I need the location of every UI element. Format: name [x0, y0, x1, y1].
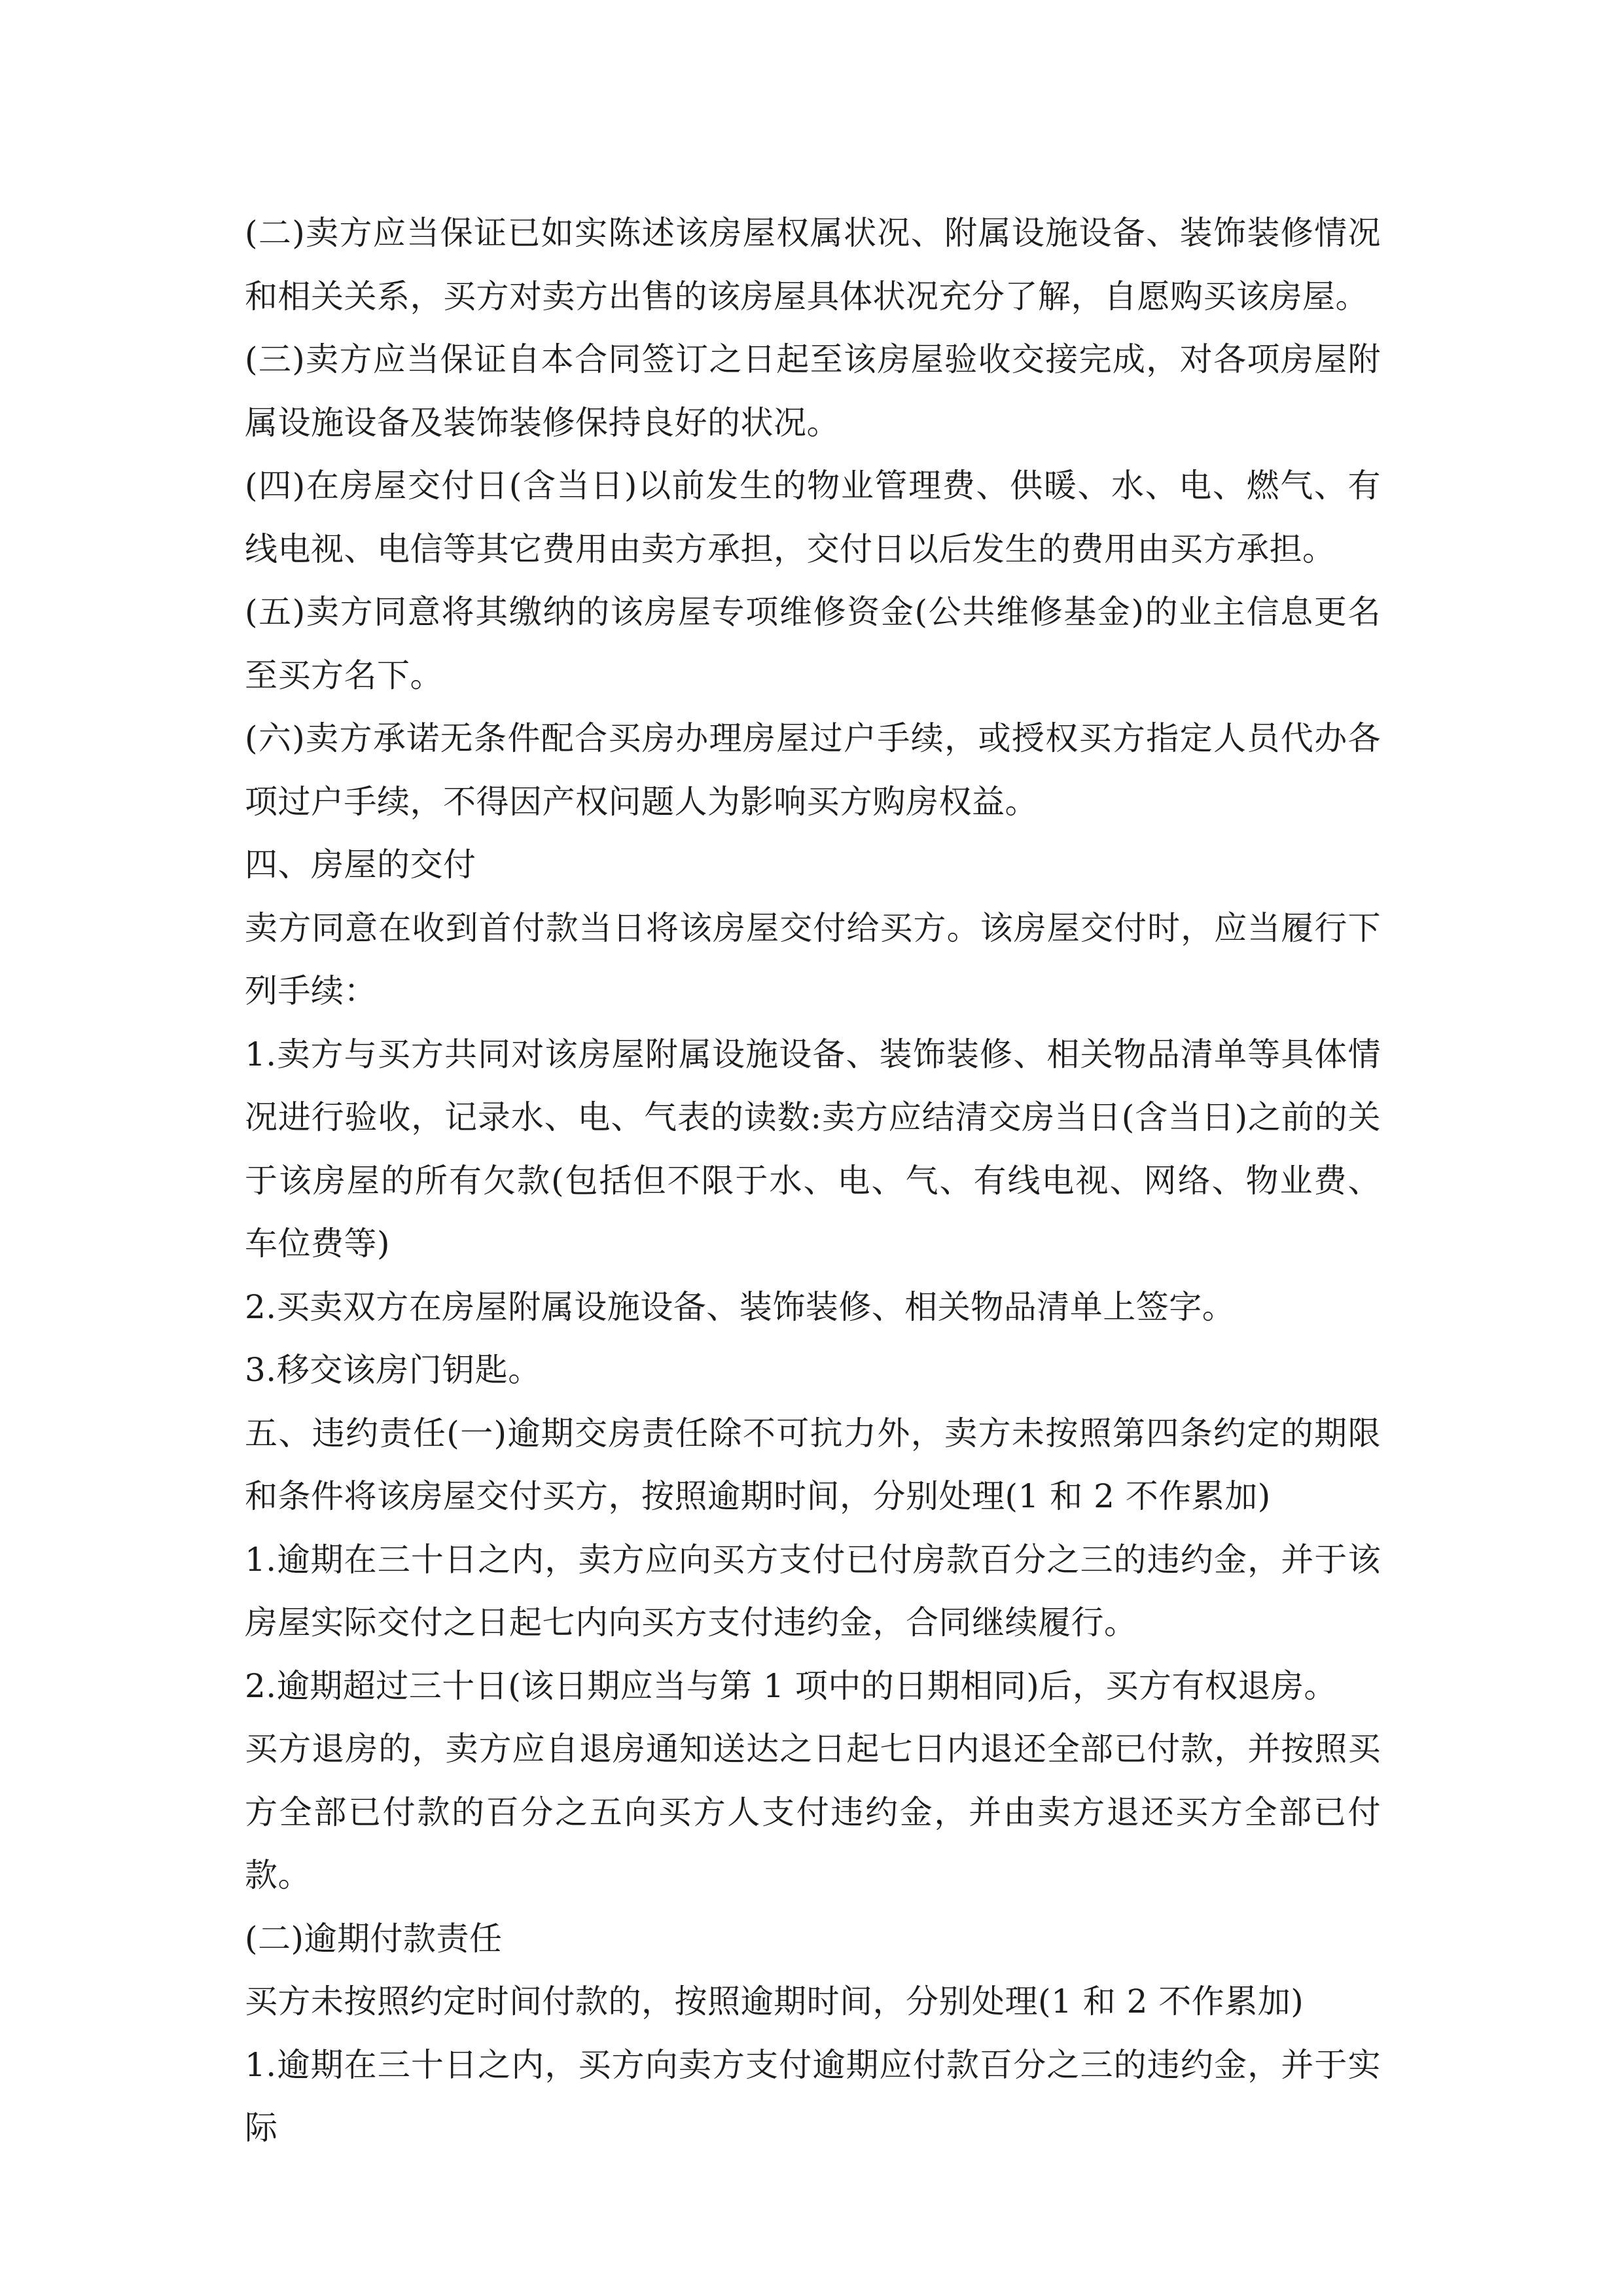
- late-payment-intro: 买方未按照约定时间付款的，按照逾期时间，分别处理(1 和 2 不作累加): [245, 1982, 1304, 2020]
- clause-fees-before-delivery: (四)在房屋交付日(含当日)以前发生的物业管理费、供暖、水、电、燃气、有线电视、电信等其它费用由卖方承担，交付日以后发生的费用由买方承担。: [245, 467, 1381, 568]
- delivery-intro: 卖方同意在收到首付款当日将该房屋交付给买方。该房屋交付时，应当履行下列手续：: [245, 908, 1381, 1010]
- delivery-step-3: 3.移交该房门钥匙。: [245, 1351, 541, 1389]
- late-delivery-item-2: 2.逾期超过三十日(该日期应当与第 1 项中的日期相同)后，买方有权退房。: [245, 1666, 1337, 1705]
- section-heading-liability: 五、违约责任(一)逾期交房责任除不可抗力外，卖方未按照第四条约定的期限和条件将该房屋交付买方，按照逾期时间，分别处理(1 和 2 不作累加): [245, 1414, 1381, 1515]
- delivery-step-2: 2.买卖双方在房屋附属设施设备、装饰装修、相关物品清单上签字。: [245, 1287, 1236, 1326]
- clause-maintenance-fund-transfer: (五)卖方同意将其缴纳的该房屋专项维修资金(公共维修基金)的业主信息更名至买方名下。: [245, 593, 1381, 694]
- subheading-late-payment: (二)逾期付款责任: [245, 1919, 503, 1958]
- clause-seller-guarantee-disclosure: (二)卖方应当保证已如实陈述该房屋权属状况、附属设施设备、装饰装修情况和相关关系，买方对卖方出售的该房屋具体状况充分了解，自愿购买该房屋。: [245, 214, 1381, 315]
- section-heading-delivery: 四、房屋的交付: [245, 846, 476, 884]
- late-payment-item-1: 1.逾期在三十日之内，买方向卖方支付逾期应付款百分之三的违约金，并于实际: [245, 2045, 1381, 2147]
- delivery-step-1: 1.卖方与买方共同对该房屋附属设施设备、装饰装修、相关物品清单等具体情况进行验收，记录水、电、气表的读数:卖方应结清交房当日(含当日)之前的关于该房屋的所有欠款(包括但不限于水、电、气、有线电视、网络、物业费、车位费等): [245, 1035, 1381, 1263]
- late-delivery-item-1: 1.逾期在三十日之内，卖方应向买方支付已付房款百分之三的违约金，并于该房屋实际交付之日起七内向买方支付违约金，合同继续履行。: [245, 1540, 1381, 1641]
- clause-transfer-cooperation: (六)卖方承诺无条件配合买房办理房屋过户手续，或授权买方指定人员代办各项过户手续，不得因产权问题人为影响买方购房权益。: [245, 719, 1381, 821]
- document-body: [245, 202, 1381, 2160]
- refund-terms: 买方退房的，卖方应自退房通知送达之日起七日内退还全部已付款，并按照买方全部已付款的百分之五向买方人支付违约金，并由卖方退还买方全部已付款。: [245, 1730, 1381, 1894]
- clause-seller-guarantee-condition: (三)卖方应当保证自本合同签订之日起至该房屋验收交接完成，对各项房屋附属设施设备及装饰装修保持良好的状况。: [245, 340, 1381, 442]
